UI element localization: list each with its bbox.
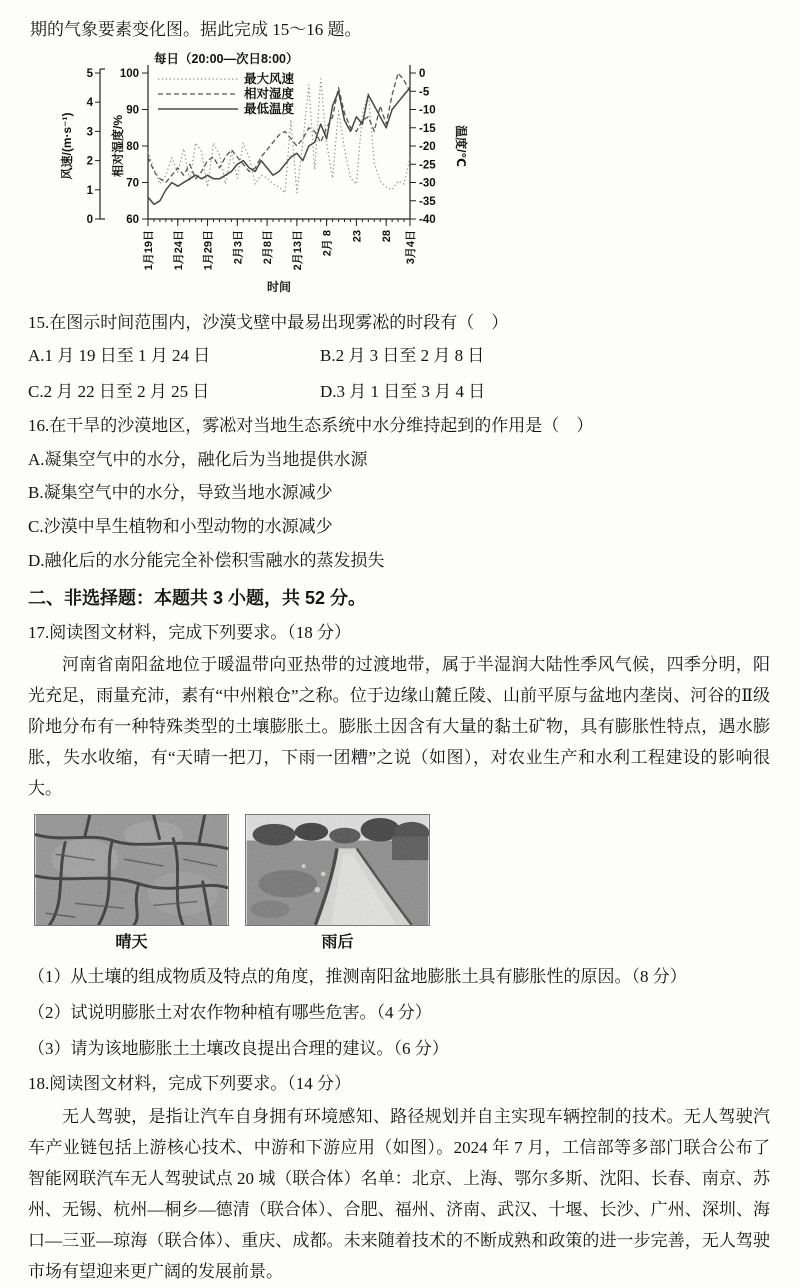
- cracked-soil-image: [34, 814, 229, 926]
- question-16-options: [28, 448, 770, 574]
- humidity-tick-label: 100: [119, 67, 139, 80]
- photo-caption-sunny: 晴天: [115, 934, 148, 952]
- legend-label-max-wind-speed: 最大风速: [244, 71, 295, 86]
- weather-chart-figure: [58, 51, 770, 303]
- question-17-stem: 17.阅读图文材料，完成下列要求。（18 分）: [28, 622, 351, 642]
- section-2-header: 二、非选择题：本题共 3 小题，共 52 分。: [28, 588, 367, 609]
- wind-axis-label: 风速/(m·s⁻¹): [60, 112, 74, 180]
- x-tick-label: 1月29日: [202, 229, 215, 270]
- question-16-option-d: D.融化后的水分能完全补偿积雪融水的蒸发损失: [28, 550, 385, 570]
- question-15: [28, 311, 770, 404]
- photo-after-rain-muddy-field: [245, 814, 430, 954]
- photo-sunny-cracked-soil: [34, 814, 229, 954]
- question-18-passage: 无人驾驶，是指让汽车自身拥有环境感知、路径规划并自主实现车辆控制的技术。无人驾驶汽车产业链包括上游核心技术、中游和下游应用（如图）。2024 年 7 月，工信部等多部门联合公布了智能网联汽车无人驾驶试点 20 城（联合体）名单：北京、上海、鄂尔多斯、沈阳、长春、南京、苏州、无锡、杭州—桐乡—德清（联合体）、合肥、福州、济南、武汉、十堰、长沙、广州、深圳、海口—三亚—琼海（联合体）、重庆、成都。未来随着技术的不断成熟和政策的进一步完善，无人驾驶市场有望迎来更广阔的发展前景。: [28, 1106, 770, 1281]
- temperature-axis-label: 温度/℃: [454, 124, 468, 167]
- question-17-passage: 河南省南阳盆地位于暖温带向亚热带的过渡地带，属于半湿润大陆性季风气候，四季分明，阳光充足，雨量充沛，素有“中州粮仓”之称。位于边缘山麓丘陵、山前平原与盆地内垄岗、河谷的Ⅱ级阶地分布有一种特殊类型的土壤膨胀土。膨胀土因含有大量的黏土矿物，具有膨胀性特点，遇水膨胀，失水收缩，有“天晴一把刀，下雨一团糟”之说（如图），对农业生产和水利工程建设的影响很大。: [28, 655, 770, 799]
- question-16-option-a: A.凝集空气中的水分，融化后为当地提供水源: [28, 449, 368, 469]
- legend-label-min-temperature: 最低温度: [244, 101, 295, 116]
- intro-text: 期的气象要素变化图。据此完成 15～16 题。: [30, 20, 362, 39]
- x-tick-label: 2月13日: [291, 229, 304, 270]
- wind-tick-label: 3: [86, 126, 93, 139]
- question-16-option-b: B.凝集空气中的水分，导致当地水源减少: [28, 483, 333, 503]
- x-tick-label: 2月 8: [321, 229, 334, 256]
- question-15-options: [28, 344, 770, 404]
- temperature-tick-label: -15: [419, 122, 436, 135]
- temperature-tick-label: -25: [419, 158, 436, 171]
- question-16-option-c: C.沙漠中旱生植物和小型动物的水源减少: [28, 517, 333, 537]
- humidity-tick-label: 90: [126, 104, 139, 117]
- x-tick-label: 2月8日: [262, 229, 275, 264]
- question-15-stem: 15.在图示时间范围内，沙漠戈壁中最易出现雾凇的时段有（ ）: [28, 313, 509, 333]
- time-axis-label: 时间: [266, 279, 292, 294]
- wind-tick-label: 1: [86, 184, 93, 197]
- x-tick-label: 1月19日: [143, 229, 155, 270]
- wind-tick-label: 5: [86, 67, 93, 80]
- wind-tick-label: 4: [86, 96, 93, 109]
- question-16-stem: 16.在干旱的沙漠地区，雾凇对当地生态系统中水分维持起到的作用是（ ）: [28, 416, 594, 436]
- question-18-stem: 18.阅读图文材料，完成下列要求。（14 分）: [28, 1074, 351, 1094]
- question-17: [28, 621, 770, 1062]
- humidity-tick-label: 80: [126, 140, 139, 153]
- legend-label-relative-humidity: 相对湿度: [244, 86, 295, 101]
- wind-tick-label: 2: [86, 155, 93, 168]
- temperature-tick-label: -30: [419, 177, 436, 190]
- question-17-sub-3: （3）请为该地膨胀土土壤改良提出合理的建议。（6 分）: [28, 1038, 449, 1058]
- temperature-tick-label: -5: [419, 85, 430, 98]
- photo-caption-after-rain: 雨后: [321, 934, 354, 952]
- question-16: [28, 414, 770, 573]
- temperature-tick-label: -10: [419, 104, 436, 117]
- humidity-tick-label: 70: [126, 177, 139, 190]
- temperature-tick-label: -20: [419, 140, 436, 153]
- question-18: [28, 1072, 770, 1287]
- x-tick-label: 28: [381, 229, 394, 242]
- temperature-tick-label: -40: [419, 213, 436, 226]
- temperature-tick-label: -35: [419, 195, 436, 208]
- wind-tick-label: 0: [86, 213, 93, 226]
- x-tick-label: 23: [351, 229, 364, 242]
- question-17-sub-2: （2）试说明膨胀土对农作物种植有哪些危害。（4 分）: [28, 1002, 432, 1022]
- question-15-option-c: C.2 月 22 日至 2 月 25 日: [28, 381, 210, 401]
- question-15-option-a: A.1 月 19 日至 1 月 24 日: [28, 345, 211, 365]
- chart-title: 每日（20:00—次日8:00）: [154, 51, 299, 66]
- question-17-photos: [34, 814, 770, 954]
- muddy-field-image: [245, 814, 430, 926]
- x-tick-label: 1月24日: [172, 229, 185, 270]
- question-15-option-d: D.3 月 1 日至 3 月 4 日: [320, 381, 486, 401]
- humidity-axis-label: 相对湿度/%: [111, 114, 125, 177]
- x-tick-label: 3月4日: [405, 229, 417, 264]
- question-15-option-b: B.2 月 3 日至 2 月 8 日: [320, 345, 485, 365]
- chart-legend: [158, 71, 295, 116]
- humidity-tick-label: 60: [126, 213, 139, 226]
- weather-chart: [58, 51, 488, 295]
- question-17-sub-1: （1）从土壤的组成物质及特点的角度，推测南阳盆地膨胀土具有膨胀性的原因。（8 分）: [28, 967, 687, 987]
- x-tick-label: 2月3日: [232, 229, 245, 264]
- temperature-tick-label: 0: [419, 67, 426, 80]
